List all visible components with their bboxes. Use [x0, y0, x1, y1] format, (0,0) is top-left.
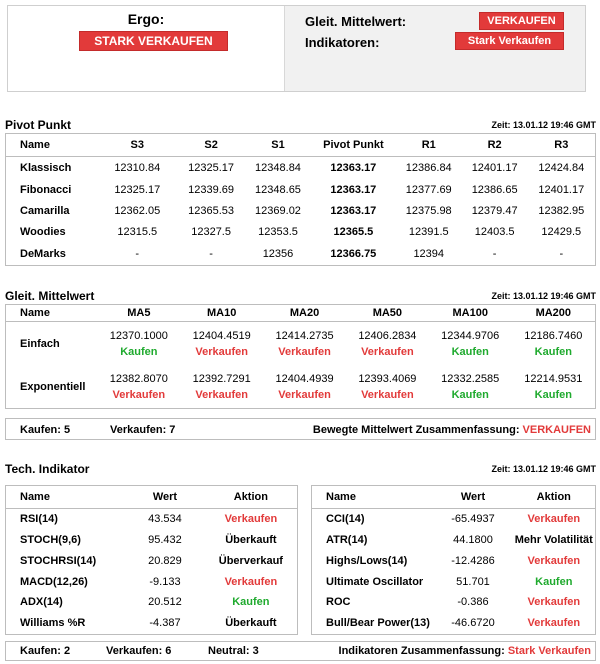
pivot-row [6, 222, 596, 243]
overview-panel [284, 6, 585, 91]
pivot-value-cell: 12310.84 [114, 162, 161, 175]
ma-value: 12404.4939 [275, 372, 334, 385]
tech-left-row [6, 550, 298, 571]
tech-right-indicator-name: Bull/Bear Power(13) [326, 617, 430, 630]
tech-title: Tech. Indikator [5, 462, 90, 476]
ma-title: Gleit. Mittelwert [5, 289, 95, 303]
ergo-label: Ergo: [127, 11, 165, 27]
pivot-value-cell: 12348.84 [255, 162, 301, 175]
tech-left-indicator-name: STOCH(9,6) [20, 534, 81, 547]
pivot-header-row [6, 134, 596, 157]
ma-value-cell [180, 322, 263, 365]
tech-left-indicator-action: Verkaufen [224, 575, 278, 588]
tech-right-row [312, 571, 596, 592]
pivot-row-name: Klassisch [20, 162, 72, 175]
tech-left-row [6, 613, 298, 635]
tech-table-left [5, 485, 298, 635]
ma-value-cell [97, 365, 180, 408]
tech-right-row [312, 550, 596, 571]
tech-summary-value: Stark Verkaufen [507, 645, 591, 657]
tech-right-indicator-action: Verkaufen [527, 596, 581, 609]
ma-value-cell [429, 322, 512, 365]
ma-value: 12344.9706 [441, 329, 500, 342]
pivot-row [6, 179, 596, 200]
tech-right-indicator-value: 44.1800 [453, 534, 493, 547]
pivot-header-cell: R3 [528, 134, 596, 157]
pivot-value-cell: 12363.17 [330, 183, 377, 196]
tech-left-indicator-name: MACD(12,26) [20, 575, 88, 588]
ma-value-cell [512, 322, 596, 365]
tech-right-indicator-name: Ultimate Oscillator [326, 575, 424, 588]
ma-header-cell: MA5 [97, 305, 180, 322]
ma-row [6, 322, 596, 365]
tech-left-row [6, 571, 298, 592]
tech-right-indicator-action: Verkaufen [527, 554, 581, 567]
pivot-value-cell: 12424.84 [538, 162, 585, 175]
tech-summary [339, 645, 591, 657]
pivot-value-cell: - [135, 248, 140, 261]
ma-value-cell [429, 365, 512, 408]
ma-value-cell [263, 365, 346, 408]
ma-summary-value: VERKAUFEN [522, 424, 591, 436]
ma-signal: Kaufen [120, 345, 158, 358]
ma-signal: Verkaufen [278, 345, 331, 358]
pivot-time: Zeit: 13.01.12 19:46 GMT [491, 120, 596, 130]
tech-left-indicator-action: Überkauft [225, 534, 277, 547]
ma-sell-count: Verkaufen: 7 [110, 424, 176, 436]
pivot-header-cell: S1 [245, 134, 311, 157]
ma-summary-label: Bewegte Mittelwert Zusammenfassung: [312, 424, 520, 436]
tech-right-indicator-action: Verkaufen [527, 617, 581, 630]
tech-left-indicator-action: Überkauft [225, 617, 277, 630]
tech-buy-count: Kaufen: 2 [20, 645, 71, 657]
tech-right-indicator-value: 51.701 [456, 575, 490, 588]
ma-header-cell: MA200 [512, 305, 596, 322]
pivot-value-cell: 12403.5 [474, 226, 515, 239]
tech-left-indicator-action: Überverkauf [218, 554, 283, 567]
ma-header-cell: MA100 [429, 305, 512, 322]
pivot-row-name: Woodies [20, 226, 66, 239]
pivot-value-cell: 12394 [413, 248, 445, 261]
ma-time: Zeit: 13.01.12 19:46 GMT [491, 291, 596, 301]
ma-value: 12382.8070 [109, 372, 168, 385]
tech-left-header-row [6, 486, 298, 509]
pivot-row [6, 200, 596, 221]
ma-value: 12214.9531 [524, 372, 583, 385]
ma-value-cell [180, 365, 263, 408]
pivot-header-cell: Pivot Punkt [311, 134, 396, 157]
tech-left-header-cell: Name [6, 486, 126, 509]
ma-buy-count: Kaufen: 5 [20, 424, 71, 436]
pivot-row [6, 157, 596, 179]
tech-sell-count: Verkaufen: 6 [106, 645, 172, 657]
tech-right-row [312, 508, 596, 530]
tech-right-indicator-name: Highs/Lows(14) [326, 554, 408, 567]
tech-right-row [312, 530, 596, 551]
tech-left-header-cell: Aktion [205, 486, 298, 509]
tech-right-header-row [312, 486, 596, 509]
pivot-value-cell: - [559, 248, 564, 261]
pivot-value-cell: 12363.17 [330, 162, 377, 175]
pivot-value-cell: 12382.95 [538, 205, 585, 218]
pivot-title: Pivot Punkt [5, 118, 72, 132]
pivot-header-cell: S3 [97, 134, 177, 157]
tech-left-indicator-value: 20.829 [148, 554, 182, 567]
pivot-value-cell: 12362.05 [114, 205, 161, 218]
ma-header-cell: MA10 [180, 305, 263, 322]
ma-value: 12414.2735 [275, 329, 334, 342]
tech-right-indicator-name: CCI(14) [326, 513, 365, 526]
pivot-row-name: Fibonacci [20, 183, 72, 196]
tech-left-header-cell: Wert [125, 486, 205, 509]
pivot-value-cell: 12369.02 [255, 205, 301, 218]
ma-value-cell [263, 322, 346, 365]
pivot-value-cell: 12379.47 [471, 205, 518, 218]
tech-right-header-cell: Wert [433, 486, 512, 509]
tech-right-header-cell: Aktion [513, 486, 596, 509]
tech-summary-label: Indikatoren Zusammenfassung: [338, 645, 505, 657]
ma-value: 12370.1000 [109, 329, 168, 342]
pivot-table [5, 133, 596, 266]
pivot-value-cell: 12325.17 [188, 162, 235, 175]
tech-right-indicator-value: -12.4286 [451, 554, 495, 567]
ma-summary [313, 424, 591, 436]
pivot-value-cell: - [209, 248, 213, 261]
tech-right-indicator-value: -65.4937 [451, 513, 495, 526]
ma-signal: Verkaufen [278, 388, 331, 401]
ma-value: 12186.7460 [524, 329, 583, 342]
tech-summary-bar [5, 641, 596, 661]
pivot-value-cell: 12327.5 [191, 226, 231, 239]
tech-right-indicator-value: -46.6720 [451, 617, 495, 630]
ma-signal: Verkaufen [361, 388, 414, 401]
pivot-value-cell: 12366.75 [330, 248, 377, 261]
tech-right-indicator-action: Kaufen [535, 575, 573, 588]
ma-row-name: Exponentiell [20, 380, 86, 393]
ma-value-cell [346, 322, 429, 365]
ma-header-row [6, 305, 596, 322]
ma-value: 12404.4519 [192, 329, 251, 342]
tech-left-row [6, 508, 298, 530]
pivot-header-cell: R1 [396, 134, 462, 157]
tech-right-indicator-name: ATR(14) [326, 534, 368, 547]
pivot-value-cell: 12375.98 [405, 205, 452, 218]
tech-right-indicator-action: Mehr Volatilität [514, 534, 593, 547]
tech-left-indicator-name: RSI(14) [20, 513, 58, 526]
pivot-value-cell: 12363.17 [330, 205, 377, 218]
tech-left-indicator-value: -4.387 [149, 617, 181, 630]
ma-signal: Verkaufen [112, 388, 166, 401]
tech-left-indicator-value: 95.432 [148, 534, 182, 547]
tech-right-indicator-value: -0.386 [457, 596, 489, 609]
tech-left-row [6, 592, 298, 613]
pivot-value-cell: 12391.5 [408, 226, 449, 239]
tech-time: Zeit: 13.01.12 19:46 GMT [491, 464, 596, 474]
ind-overview-badge: Stark Verkaufen [455, 32, 564, 50]
ma-header-cell: MA50 [346, 305, 429, 322]
ma-summary-bar [5, 418, 596, 440]
ma-table [5, 304, 596, 409]
tech-left-indicator-action: Kaufen [232, 596, 270, 609]
tech-left-indicator-name: Williams %R [20, 617, 86, 630]
ma-value: 12393.4069 [358, 372, 417, 385]
pivot-header-cell: R2 [462, 134, 528, 157]
tech-left-indicator-value: 43.534 [148, 513, 182, 526]
pivot-value-cell: 12325.17 [114, 183, 161, 196]
pivot-value-cell: 12377.69 [405, 183, 452, 196]
pivot-value-cell: 12401.17 [471, 162, 518, 175]
pivot-value-cell: 12356 [262, 248, 294, 261]
pivot-value-cell: 12353.5 [258, 226, 298, 239]
pivot-value-cell: 12429.5 [541, 226, 582, 239]
tech-left-indicator-name: STOCHRSI(14) [20, 554, 97, 567]
pivot-value-cell: 12365.53 [188, 205, 235, 218]
ma-signal: Kaufen [534, 388, 572, 401]
pivot-row-name: DeMarks [20, 248, 66, 261]
tech-left-indicator-value: -9.133 [149, 575, 181, 588]
pivot-value-cell: 12401.17 [538, 183, 585, 196]
pivot-header-cell: Name [6, 134, 98, 157]
pivot-row-name: Camarilla [20, 205, 70, 218]
ma-overview-badge: VERKAUFEN [479, 12, 564, 30]
pivot-value-cell: 12386.65 [471, 183, 518, 196]
ma-value-cell [346, 365, 429, 408]
pivot-row [6, 243, 596, 265]
pivot-value-cell: 12348.65 [255, 183, 301, 196]
pivot-value-cell: - [492, 248, 497, 261]
ind-overview-label: Indikatoren: [305, 35, 380, 50]
tech-neutral-count: Neutral: 3 [208, 645, 259, 657]
summary-box [7, 5, 586, 92]
tech-table-right [311, 485, 596, 635]
tech-left-indicator-name: ADX(14) [20, 596, 63, 609]
tech-right-indicator-action: Verkaufen [527, 513, 581, 526]
pivot-value-cell: 12386.84 [405, 162, 452, 175]
ma-signal: Verkaufen [195, 345, 248, 358]
tech-left-row [6, 530, 298, 551]
tech-right-header-cell: Name [312, 486, 434, 509]
ma-value: 12392.7291 [192, 372, 251, 385]
ma-header-cell: Name [6, 305, 98, 322]
ma-value-cell [512, 365, 596, 408]
ma-signal: Kaufen [451, 345, 489, 358]
pivot-header-cell: S2 [177, 134, 245, 157]
tech-left-indicator-value: 20.512 [148, 596, 182, 609]
ma-signal: Kaufen [534, 345, 572, 358]
tech-right-indicator-name: ROC [326, 596, 351, 609]
ma-signal: Verkaufen [361, 345, 414, 358]
ma-value: 12406.2834 [358, 329, 417, 342]
ergo-panel [8, 6, 284, 91]
ma-signal: Verkaufen [195, 388, 248, 401]
ma-overview-label: Gleit. Mittelwert: [305, 14, 407, 29]
ma-header-cell: MA20 [263, 305, 346, 322]
pivot-value-cell: 12315.5 [117, 226, 158, 239]
ergo-badge: STARK VERKAUFEN [79, 31, 228, 51]
ma-row-name: Einfach [20, 337, 60, 350]
ma-value-cell [97, 322, 180, 365]
tech-right-row [312, 613, 596, 635]
pivot-value-cell: 12339.69 [188, 183, 235, 196]
ma-row [6, 365, 596, 408]
tech-right-row [312, 592, 596, 613]
pivot-value-cell: 12365.5 [333, 226, 374, 239]
ma-signal: Kaufen [451, 388, 489, 401]
tech-left-indicator-action: Verkaufen [224, 513, 278, 526]
ma-value: 12332.2585 [441, 372, 500, 385]
